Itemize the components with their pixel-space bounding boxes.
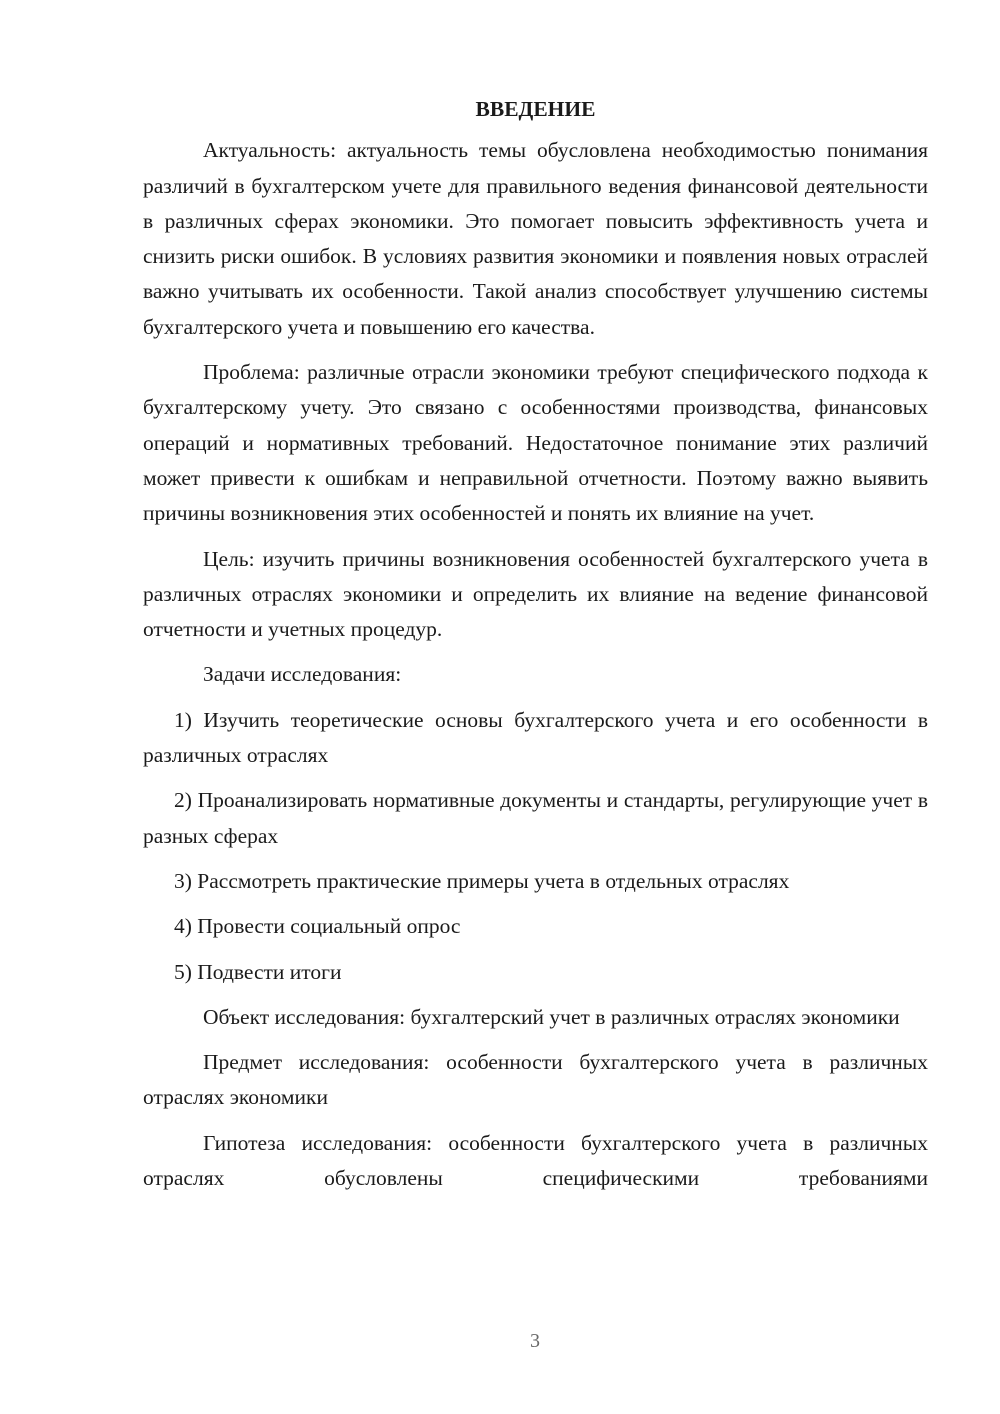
tasks-list: [143, 703, 928, 990]
task-item-5: 5) Подвести итоги: [174, 959, 342, 984]
tasks-heading: Задачи исследования:: [203, 662, 402, 687]
relevance-paragraph: Актуальность: актуальность темы обусловлена необходимостью понимания различий в бухгалтерском учете для правильного ведения финансовой деятельности в различных сферах экономики. Это помогает повысить эффективность учета и снизить риски ошибок. В условиях развития экономики и появления новых отраслей важно учитывать их особенности. Такой анализ способствует улучшению системы бухгалтерского учета и повышению его качества.: [143, 138, 928, 339]
section-title: ВВЕДЕНИЕ: [475, 97, 596, 121]
problem-paragraph: Проблема: различные отрасли экономики требуют специфического подхода к бухгалтерскому учету. Это связано с особенностями производства, финансовых операций и нормативных требований. Недостаточное понимание этих различий может привести к ошибкам и неправильной отчетности. Поэтому важно выявить причины возникновения этих особенностей и понять их влияние на учет.: [143, 360, 928, 526]
object-paragraph: Объект исследования: бухгалтерский учет в различных отраслях экономики: [203, 1004, 900, 1029]
task-item-4: 4) Провести социальный опрос: [174, 914, 461, 939]
task-item-1: 1) Изучить теоретические основы бухгалтерского учета и его особенности в различных отраслях: [143, 707, 928, 768]
page-number: 3: [530, 1330, 540, 1352]
hypothesis-paragraph: Гипотеза исследования: особенности бухгалтерского учета в различных отраслях обусловлены специфическими требованиями: [143, 1130, 928, 1191]
task-item-2: 2) Проанализировать нормативные документы и стандарты, регулирующие учет в разных сферах: [143, 788, 928, 848]
document-page: [143, 92, 928, 1206]
goal-paragraph: Цель: изучить причины возникновения особенностей бухгалтерского учета в различных отраслях экономики и определить их влияние на ведение финансовой отчетности и учетных процедур.: [143, 546, 928, 642]
task-item-3: 3) Рассмотреть практические примеры учета в отдельных отраслях: [174, 868, 790, 893]
subject-paragraph: Предмет исследования: особенности бухгалтерского учета в различных отраслях экономики: [143, 1050, 928, 1110]
